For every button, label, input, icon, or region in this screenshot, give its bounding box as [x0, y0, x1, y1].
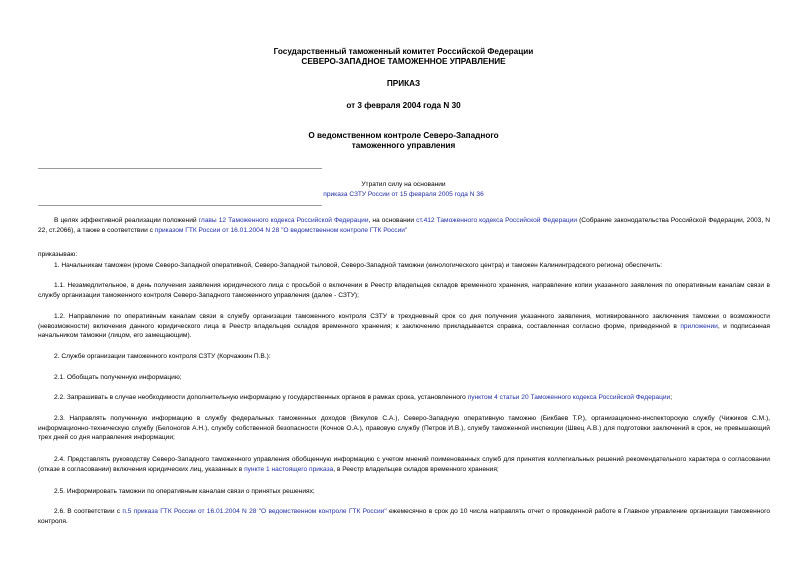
item-2-2-text-a: 2.2. Запрашивать в случае необходимости дополнительную информацию у государственных органов в рамках срока, установленного [54, 394, 468, 401]
status-note-link-line [0, 190, 807, 199]
document-type: ПРИКАЗ [386, 79, 421, 88]
item-2-6 [38, 507, 770, 526]
repeal-order-link[interactable]: приказа СЗТУ России от 15 февраля 2005 года N 36 [323, 191, 484, 198]
gtk-order-28-clause5-link[interactable]: п.5 приказа ГТК России от 16.01.2004 N 28 "О ведомственном контроле ГТК России" [122, 508, 387, 515]
item-2-2-text-b: ; [670, 394, 673, 401]
item-2-4 [38, 455, 770, 474]
item-2-6-text-a: 2.6. В соответствии с [54, 508, 123, 515]
tk-article412-link[interactable]: ст.412 Таможенного кодекса Российской Федерации [416, 217, 578, 224]
appendix-link[interactable]: приложении [680, 322, 718, 330]
clause-1-link[interactable]: пункте 1 настоящего приказа [244, 465, 334, 473]
document-subject-line-1: О ведомственном контроле Северо-Западного [308, 131, 499, 140]
item-1-2-text-a: 1.2. Направление по оперативным каналам связи в службу организации таможенного контроля СЗТУ в трехдневный срок со дня получения указанного заявления, мотивированного заключения таможни о возможности (невозможности) включения данного юридического лица в Реестр владельцев складов временного хранения; к заключению прикладывается справка, составленная согласно форме, приведенной в [38, 313, 770, 330]
tk-chapter12-link[interactable]: главы 12 Таможенного кодекса Российской Федерации [198, 217, 369, 224]
item-2-5: 2.5. Информировать таможни по оперативным каналам связи о принятых решениях; [54, 488, 315, 495]
gtk-order-28-link[interactable]: приказом ГТК России от 16.01.2004 N 28 "О ведомственном контроле ГТК России" [154, 226, 408, 234]
item-1-2 [38, 312, 770, 341]
document-date: от 3 февраля 2004 года N 30 [346, 101, 461, 110]
issuer-department: СЕВЕРО-ЗАПАДНОЕ ТАМОЖЕННОЕ УПРАВЛЕНИЕ [301, 57, 506, 66]
document-subject-line-2: таможенного управления [351, 141, 456, 150]
preamble-text-1: В целях эффективной реализации положений [54, 217, 199, 224]
status-note-line: Утратил силу на основании [361, 181, 446, 188]
item-2-3: 2.3. Направлять полученную информацию в службу федеральных таможенных доходов (Викулов С.А.), Северо-Западную оперативную таможню (Бикбаев Т.Р.), организационно-инспекторскую службу (Чижиков С.М.), информационно-техническую службу (Белоногов А.Н.), службу собственной безопасности (Кочнов О.А.), правовую службу (Петров И.В.), службу таможенной инспекции (Швец А.В.) для подготовки заключений в срок, не превышающий трех дней со дня направления информации; [38, 415, 770, 442]
order-word: приказываю: [38, 251, 78, 258]
item-2: 2. Службе организации таможенного контроля СЗТУ (Корчажкин П.В.): [54, 353, 271, 360]
separator-rule [38, 168, 322, 169]
tk-article20-link[interactable]: пунктом 4 статьи 20 Таможенного кодекса Российской Федерации [467, 394, 671, 401]
preamble-text-2: , на основании [368, 217, 417, 224]
item-1-2-text-b: , и подписанная начальником таможни (лицом, его замещающим). [38, 322, 771, 340]
item-2-4-text-a: 2.4. Представлять руководству Северо-Западного таможенного управления обобщенную информацию с учетом мнений поименованных служб для принятия коллегиальных решений рекомендательного характера о согласовании (отказе в согласовании) включения юридических лиц, указанных в [38, 456, 770, 473]
preamble-paragraph [38, 216, 770, 235]
item-2-2 [38, 393, 770, 403]
item-2-6-text-b: ежемесячно в срок до 10 числа направлять отчет о проведенной работе в Главное управление организации таможенного контроля. [38, 508, 770, 525]
separator-rule-2 [38, 205, 322, 206]
item-2-1: 2.1. Обобщать полученную информацию; [54, 374, 182, 381]
item-1-1: 1.1. Незамедлительное, в день получения заявления юридического лица с просьбой о включении в Реестр владельцев складов временного хранения, направление копии указанного заявления по оперативным каналам связи в службу организации таможенного контроля Северо-Западного таможенного управления (далее - СЗТУ); [38, 282, 770, 299]
preamble-text-3: (Собрание законодательства Российской Федерации, 2003, N 22, ст.2066), а также в соответствии с [38, 217, 770, 234]
item-2-4-text-b: , в Реестр владельцев складов временного хранения; [333, 465, 499, 473]
item-1: 1. Начальникам таможен (кроме Северо-Западной оперативной, Северо-Западной тыловой, Северо-Западной таможни (кинологического центра) и таможен Калининградского региона) обеспечить: [54, 262, 663, 269]
issuer-committee: Государственный таможенный комитет Российской Федерации [273, 47, 534, 56]
